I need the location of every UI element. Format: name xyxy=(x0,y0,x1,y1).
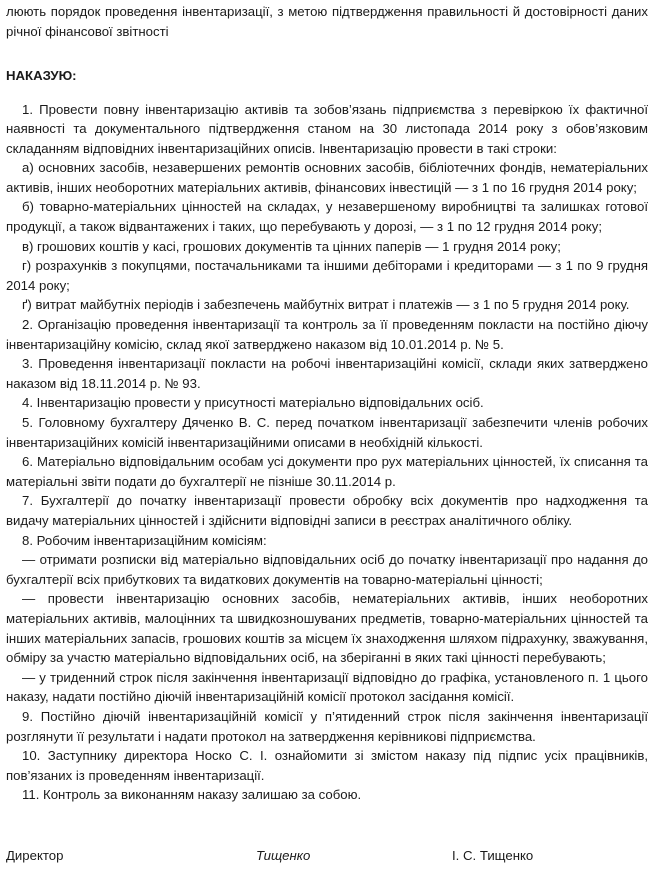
order-heading: НАКАЗУЮ: xyxy=(6,68,77,83)
signatory-role: Директор xyxy=(6,848,64,863)
paragraph: 11. Контроль за виконанням наказу залишаю за собою. xyxy=(22,787,362,803)
paragraph: 6. Матеріально відповідальним особам усі документи про рух матеріальних цінностей, їх списання та матеріальні звіти подати до бухгалтерії не пізніше 30.11.2014 р. xyxy=(6,454,648,489)
paragraph: — отримати розписки від матеріально відповідальних осіб до початку інвентаризації про надання до бухгалтерії всіх прибуткових та видаткових документів на товарно-матеріальні цінності; xyxy=(6,552,648,587)
paragraph: 7. Бухгалтерії до початку інвентаризації провести обробку всіх документів про надходження та видачу матеріальних цінностей і здійснити відповідні записи в реєстрах аналітичного обліку. xyxy=(6,493,648,528)
paragraph: ґ) витрат майбутніх періодів і забезпечень майбутніх витрат і платежів — з 1 по 5 грудня 2014 року. xyxy=(22,297,630,313)
order-body xyxy=(6,100,648,805)
signatory-name: І. С. Тищенко xyxy=(452,848,534,863)
paragraph: — провести інвентаризацію основних засобів, нематеріальних активів, інших необоротних матеріальних активів, малоцінних та швидкозношуваних предметів, товарно-матеріальних цінностей та інших матеріальних запасів, грошових коштів за місцем їх знаходження шляхом підрахунку, зважування, обміру за участю матеріально відповідальних осіб, на зберіганні в яких такі цінності перебувають; xyxy=(6,591,648,666)
signature-block xyxy=(6,846,648,866)
paragraph: 10. Заступнику директора Носко С. І. ознайомити зі змістом наказу під підпис усіх працівників, пов’язаних із проведенням інвентаризації. xyxy=(6,748,648,783)
intro-block xyxy=(6,2,648,41)
handwritten-signature: Тищенко xyxy=(256,848,311,863)
paragraph: 8. Робочим інвентаризаційним комісіям: xyxy=(22,532,267,548)
document-page xyxy=(6,2,648,805)
paragraph: б) товарно-матеріальних цінностей на складах, у незавершеному виробництві та залишках готової продукції, а також відвантажених і таких, що перебувають у дорозі, — з 1 по 12 грудня 2014 року; xyxy=(6,199,648,235)
paragraph: 2. Організацію проведення інвентаризації та контроль за її проведенням покласти на постійно діючу інвентаризаційну комісію, склад якої затверджено наказом від 10.01.2014 р. № 5. xyxy=(6,317,648,352)
intro-text: люють порядок проведення інвентаризації, з метою підтвердження правильності й достовірності даних річної фінансової звітності xyxy=(6,4,648,39)
paragraph: 3. Проведення інвентаризації покласти на робочі інвентаризаційні комісії, склади яких затверджено наказом від 18.11.2014 р. № 93. xyxy=(6,356,648,391)
paragraph: 9. Постійно діючій інвентаризаційній комісії у п’ятиденний строк після закінчення інвентаризації розглянути її результати і надати протокол на затвердження керівникові підприємства. xyxy=(6,708,648,744)
paragraph: — у триденний строк після закінчення інвентаризації відповідно до графіка, установленого п. 1 цього наказу, надати постійно діючій інвентаризаційній комісії протокол засідання комісії. xyxy=(6,669,648,705)
paragraph: а) основних засобів, незавершених ремонтів основних засобів, бібліотечних фондів, нематеріальних активів, інших необоротних матеріальних активів, фінансових інвестицій — з 1 по 16 грудня 2014 року; xyxy=(6,160,648,195)
paragraph: в) грошових коштів у касі, грошових документів та цінних паперів — 1 грудня 2014 року; xyxy=(22,238,561,254)
paragraph: г) розрахунків з покупцями, постачальниками та іншими дебіторами і кредиторами — з 1 по 9 грудня 2014 року; xyxy=(6,258,648,293)
paragraph: 5. Головному бухгалтеру Дяченко В. С. перед початком інвентаризації забезпечити членів робочих інвентаризаційних комісій інвентаризаційними описами в необхідній кількості. xyxy=(6,415,648,450)
paragraph: 1. Провести повну інвентаризацію активів та зобов’язань підприємства з перевіркою їх фактичної наявності та документального підтвердження станом на 30 листопада 2014 року з обов’язковим складанням відповідних інвентаризаційних описів. Інвентаризацію провести в такі строки: xyxy=(6,101,648,156)
paragraph: 4. Інвентаризацію провести у присутності матеріально відповідальних осіб. xyxy=(22,395,484,411)
